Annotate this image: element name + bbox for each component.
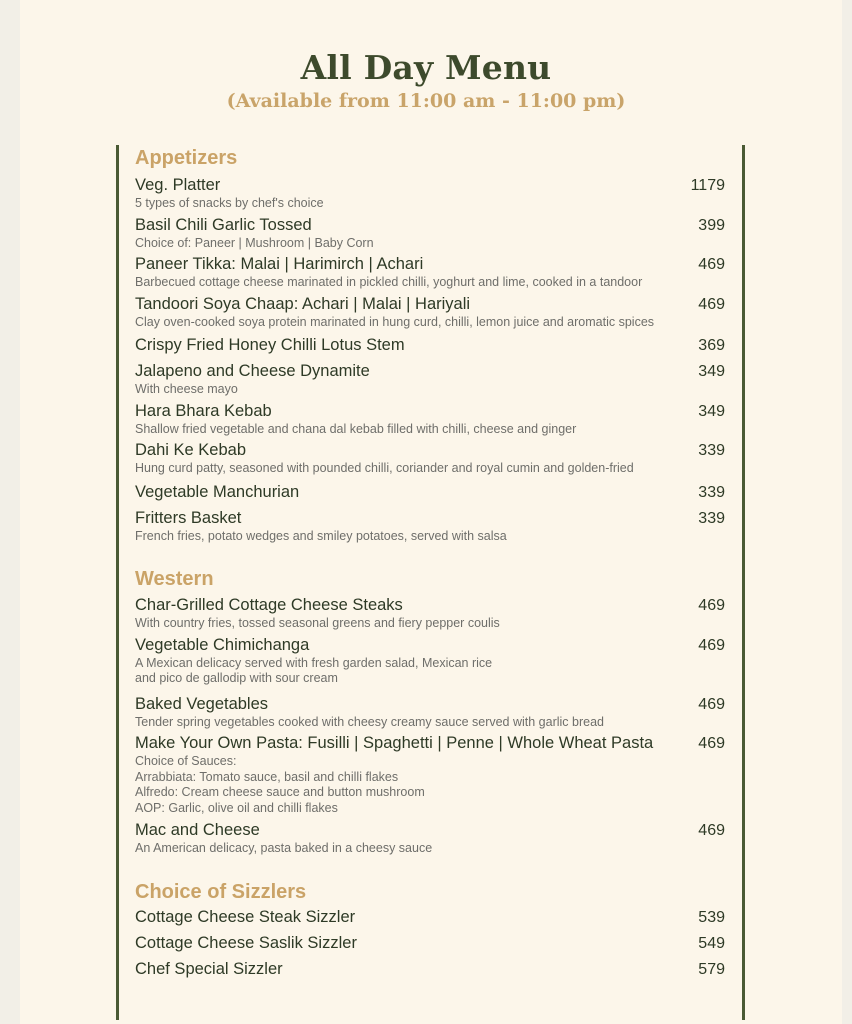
menu-item xyxy=(135,254,725,291)
menu-item xyxy=(135,635,725,687)
item-description: A Mexican delicacy served with fresh garden salad, Mexican rice xyxy=(135,655,493,670)
menu-item xyxy=(135,933,725,954)
item-description: and pico de gallodip with sour cream xyxy=(135,671,338,685)
item-price: 469 xyxy=(698,822,725,839)
section-western xyxy=(135,566,725,592)
item-price: 339 xyxy=(698,509,725,527)
item-name: Paneer Tikka: Malai | Harimirch | Achari xyxy=(135,255,424,273)
menu-item xyxy=(135,175,725,212)
item-name: Char-Grilled Cottage Cheese Steaks xyxy=(135,596,403,614)
item-name: Cottage Cheese Saslik Sizzler xyxy=(135,933,357,952)
item-description: French fries, potato wedges and smiley potatoes, served with salsa xyxy=(135,528,507,543)
section-sizzlers xyxy=(135,879,725,905)
item-price: 369 xyxy=(698,337,725,354)
item-description: Choice of Sauces: xyxy=(135,754,237,768)
menu-item xyxy=(135,508,725,545)
section-title: Choice of Sizzlers xyxy=(135,880,307,903)
item-price: 469 xyxy=(698,256,725,273)
menu-item xyxy=(135,959,725,980)
item-price: 469 xyxy=(698,295,725,313)
item-description: Tender spring vegetables cooked with cheesy creamy sauce served with garlic bread xyxy=(135,714,604,729)
item-description: Shallow fried vegetable and chana dal kebab filled with chilli, cheese and ginger xyxy=(135,421,577,436)
menu-availability: (Available from 11:00 am - 11:00 pm) xyxy=(226,90,626,112)
menu-title: All Day Menu xyxy=(300,48,552,87)
menu-item xyxy=(135,294,725,331)
item-description: Clay oven-cooked soya protein marinated in hung curd, chilli, lemon juice and aromatic spices xyxy=(135,314,655,329)
item-price: 579 xyxy=(698,960,725,978)
item-description: An American delicacy, pasta baked in a cheesy sauce xyxy=(135,841,433,855)
item-price: 349 xyxy=(698,402,725,420)
item-description: Choice of: Paneer | Mushroom | Baby Corn xyxy=(135,235,374,250)
menu-item xyxy=(135,907,725,928)
item-description: Barbecued cottage cheese marinated in pickled chilli, yoghurt and lime, cooked in a tandoor xyxy=(135,275,643,289)
item-description: AOP: Garlic, olive oil and chilli flakes xyxy=(135,800,338,815)
item-name: Fritters Basket xyxy=(135,508,242,527)
item-price: 349 xyxy=(698,363,725,380)
item-name: Jalapeno and Cheese Dynamite xyxy=(135,362,370,380)
item-description: 5 types of snacks by chef's choice xyxy=(135,196,324,210)
menu-item xyxy=(135,694,725,731)
section-appetizers xyxy=(135,145,725,171)
item-name: Veg. Platter xyxy=(135,176,221,194)
menu-item xyxy=(135,335,725,356)
item-name: Tandoori Soya Chaap: Achari | Malai | Hariyali xyxy=(135,294,471,313)
item-name: Basil Chili Garlic Tossed xyxy=(135,215,312,234)
section-title: Appetizers xyxy=(135,147,238,169)
item-name: Baked Vegetables xyxy=(135,694,269,713)
menu-item xyxy=(135,401,725,438)
item-name: Make Your Own Pasta: Fusilli | Spaghetti | Penne | Whole Wheat Pasta xyxy=(135,734,654,752)
item-name: Dahi Ke Kebab xyxy=(135,441,246,459)
menu-item xyxy=(135,215,725,252)
menu-content xyxy=(135,145,725,980)
item-description: With country fries, tossed seasonal greens and fiery pepper coulis xyxy=(135,616,500,630)
item-description: With cheese mayo xyxy=(135,382,238,396)
item-price: 469 xyxy=(698,636,725,654)
item-price: 399 xyxy=(698,216,725,234)
item-price: 1179 xyxy=(690,177,725,194)
item-description: Hung curd patty, seasoned with pounded chilli, coriander and royal cumin and golden-fried xyxy=(135,461,634,475)
item-description: Arrabbiata: Tomato sauce, basil and chilli flakes xyxy=(135,769,399,784)
item-name: Cottage Cheese Steak Sizzler xyxy=(135,907,356,926)
left-divider xyxy=(116,145,119,1020)
item-name: Chef Special Sizzler xyxy=(135,959,283,978)
menu-item xyxy=(135,440,725,477)
item-name: Mac and Cheese xyxy=(135,821,260,839)
right-divider xyxy=(742,145,745,1020)
item-name: Vegetable Manchurian xyxy=(135,482,300,501)
item-name: Vegetable Chimichanga xyxy=(135,635,310,654)
item-description: Alfredo: Cream cheese sauce and button mushroom xyxy=(135,785,425,799)
item-price: 549 xyxy=(698,934,725,952)
item-price: 469 xyxy=(698,735,725,752)
menu-item xyxy=(135,482,725,503)
menu-item xyxy=(135,820,725,857)
menu-item xyxy=(135,361,725,398)
item-name: Crispy Fried Honey Chilli Lotus Stem xyxy=(135,336,405,354)
item-price: 339 xyxy=(698,483,725,501)
menu-item xyxy=(135,595,725,632)
menu-item xyxy=(135,733,725,816)
item-name: Hara Bhara Kebab xyxy=(135,401,272,420)
item-price: 339 xyxy=(698,442,725,459)
item-price: 469 xyxy=(698,695,725,713)
item-price: 539 xyxy=(698,908,725,926)
item-price: 469 xyxy=(698,597,725,614)
section-title: Western xyxy=(135,568,214,590)
